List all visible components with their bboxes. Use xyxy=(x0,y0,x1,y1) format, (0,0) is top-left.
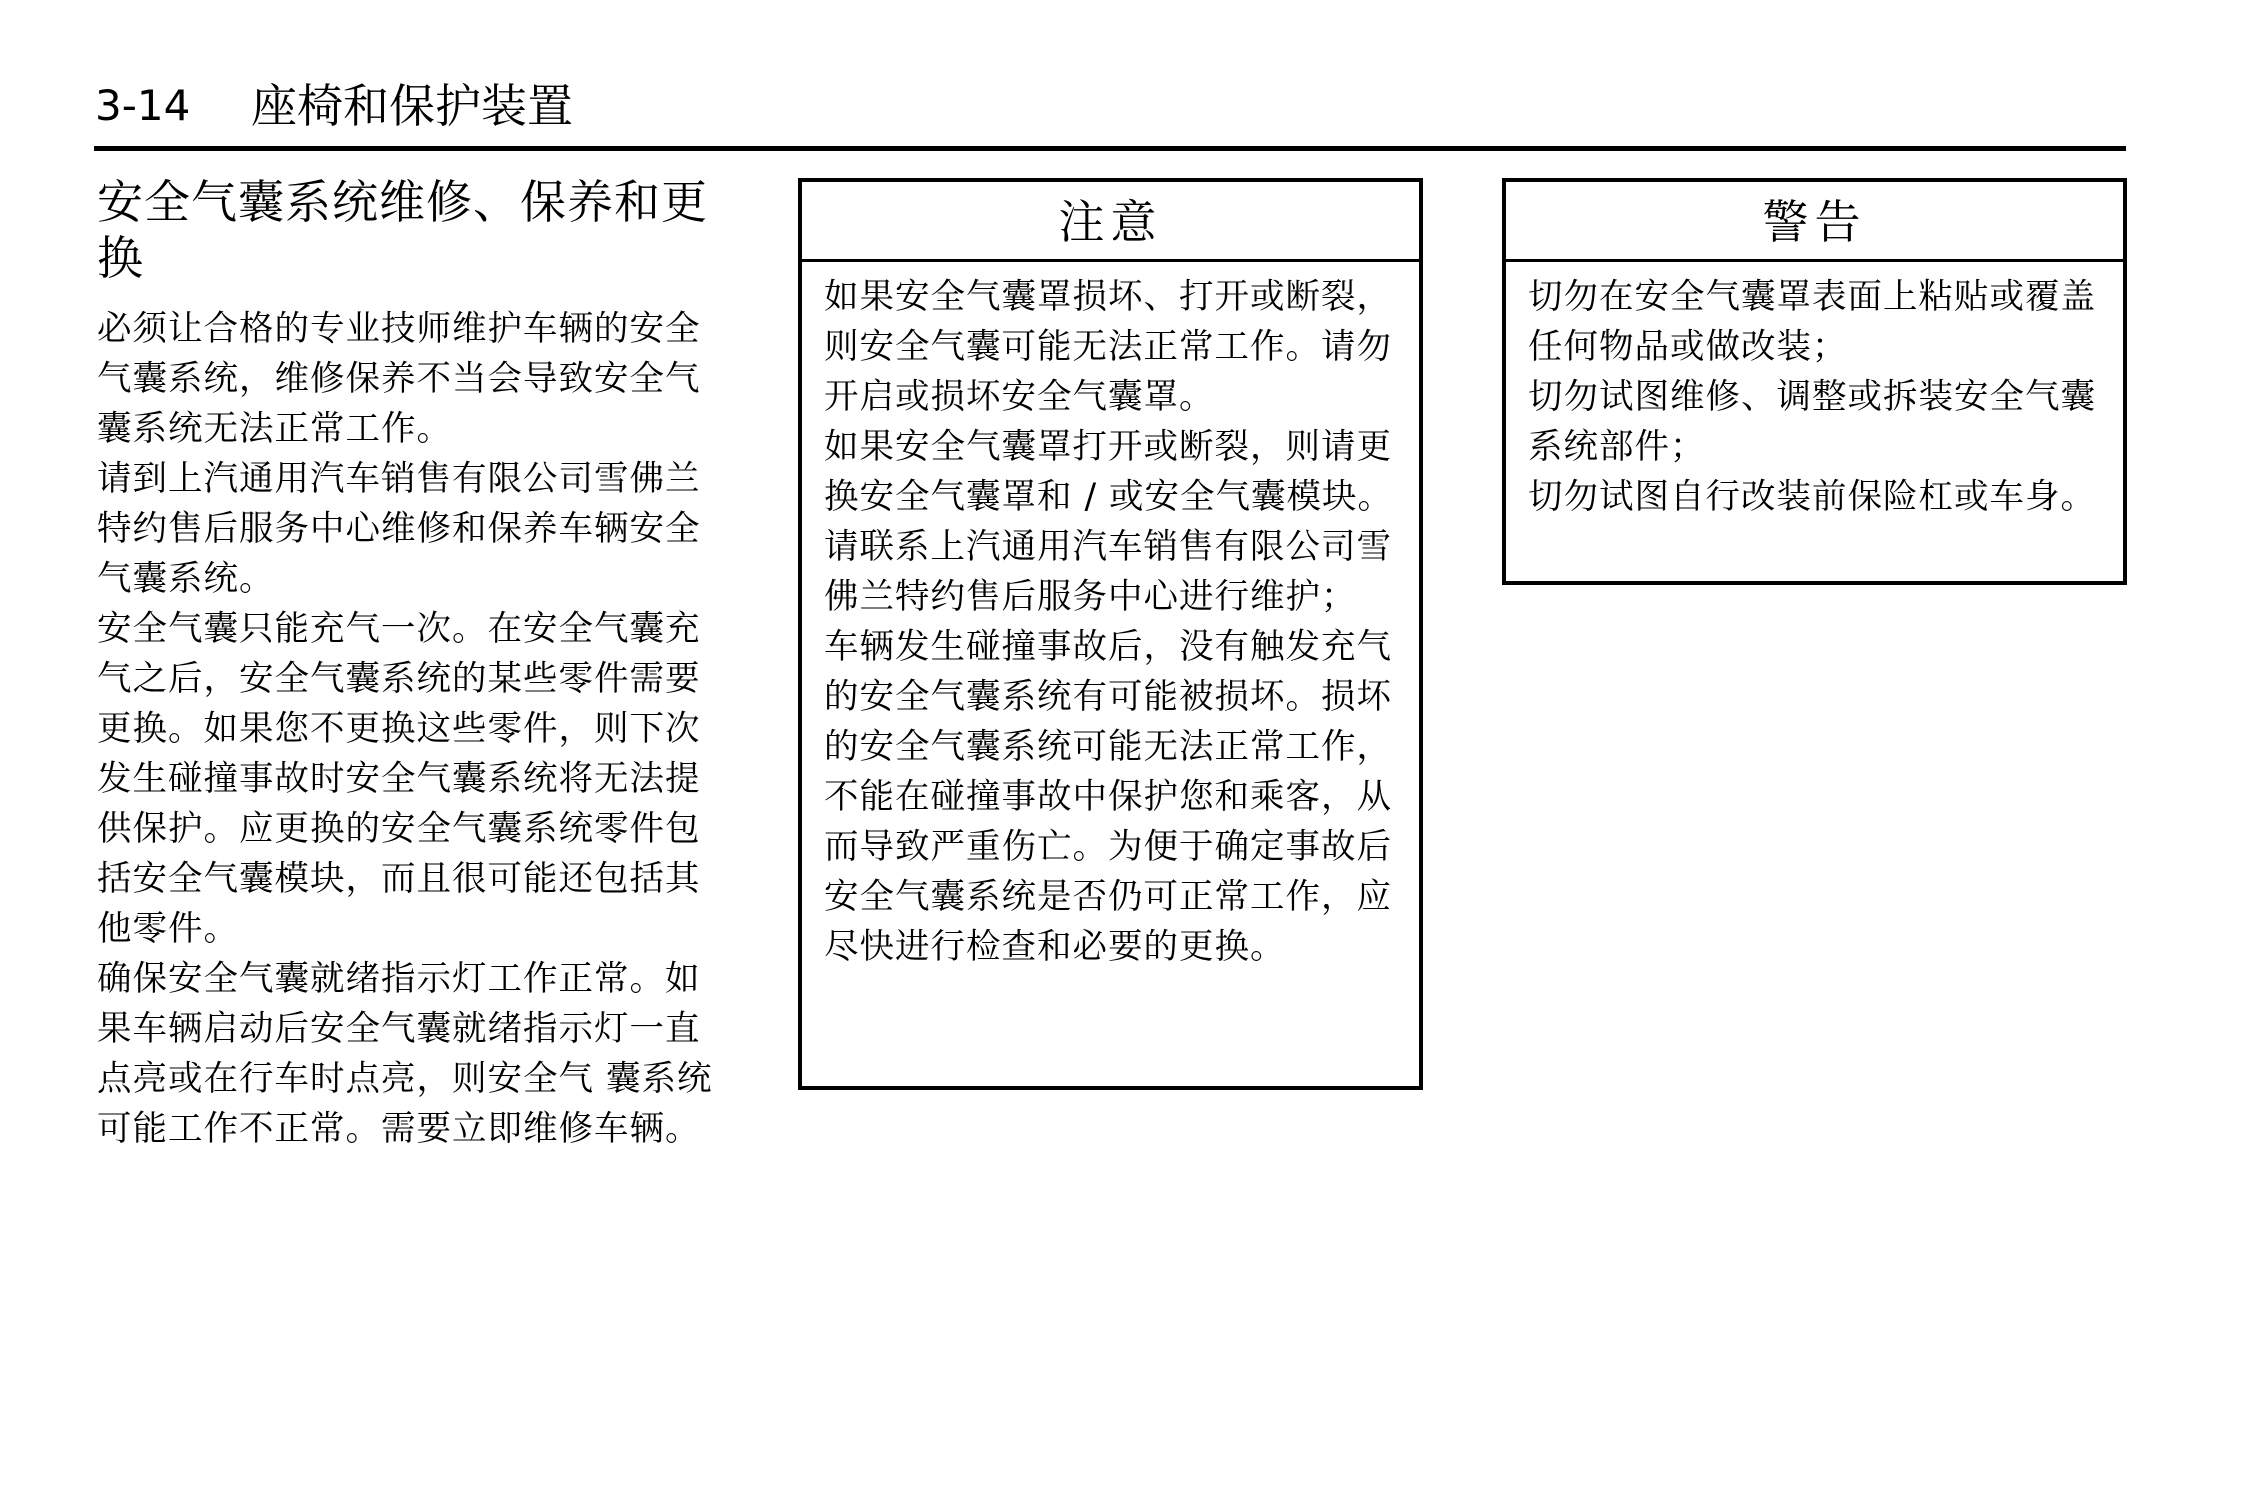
section-title: 安全气囊系统维修、保养和更换 xyxy=(97,175,708,285)
page-number: 3-14 xyxy=(95,81,191,130)
chapter-title: 座椅和保护装置 xyxy=(251,79,573,133)
page-header xyxy=(95,76,573,136)
caution-title: 注意 xyxy=(802,182,1419,262)
warning-paragraph: 切勿试图自行改装前保险杠或车身。 xyxy=(1528,477,2096,517)
caution-box xyxy=(798,178,1423,1090)
header-divider xyxy=(94,146,2126,151)
caution-paragraph: 车辆发生碰撞事故后，没有触发充气的安全气囊系统有可能被损坏。损坏的安全气囊系统可能无法正常工作，不能在碰撞事故中保护您和乘客，从而导致严重伤亡。为便于确定事故后安全气囊系统是否仍可正常工作，应尽快进行检查和必要的更换。 xyxy=(824,627,1392,967)
warning-title: 警告 xyxy=(1506,182,2123,262)
warning-paragraph: 切勿在安全气囊罩表面上粘贴或覆盖任何物品或做改装； xyxy=(1528,277,2096,367)
caution-paragraph: 如果安全气囊罩打开或断裂，则请更换安全气囊罩和 / 或安全气囊模块。请联系上汽通用汽车销售有限公司雪佛兰特约售后服务中心进行维护； xyxy=(824,427,1394,617)
warning-body xyxy=(1506,262,2123,532)
caution-paragraph: 如果安全气囊罩损坏、打开或断裂，则安全气囊可能无法正常工作。请勿开启或损坏安全气囊罩。 xyxy=(824,277,1392,417)
body-paragraph: 安全气囊只能充气一次。在安全气囊充气之后，安全气囊系统的某些零件需要更换。如果您不更换这些零件，则下次发生碰撞事故时安全气囊系统将无法提供保护。应更换的安全气囊系统零件包括安全气囊模块，而且很可能还包括其他零件。 xyxy=(97,609,701,949)
body-paragraph: 必须让合格的专业技师维护车辆的安全气囊系统，维修保养不当会导致安全气囊系统无法正常工作。 xyxy=(97,309,701,449)
caution-body xyxy=(802,262,1419,982)
body-paragraph: 请到上汽通用汽车销售有限公司雪佛兰特约售后服务中心维修和保养车辆安全气囊系统。 xyxy=(97,459,701,599)
body-paragraph: 确保安全气囊就绪指示灯工作正常。如果车辆启动后安全气囊就绪指示灯一直点亮或在行车时点亮，则安全气 囊系统可能工作不正常。需要立即维修车辆。 xyxy=(97,959,713,1149)
main-column xyxy=(97,174,727,1154)
warning-box xyxy=(1502,178,2127,585)
warning-paragraph: 切勿试图维修、调整或拆装安全气囊系统部件； xyxy=(1528,377,2096,467)
